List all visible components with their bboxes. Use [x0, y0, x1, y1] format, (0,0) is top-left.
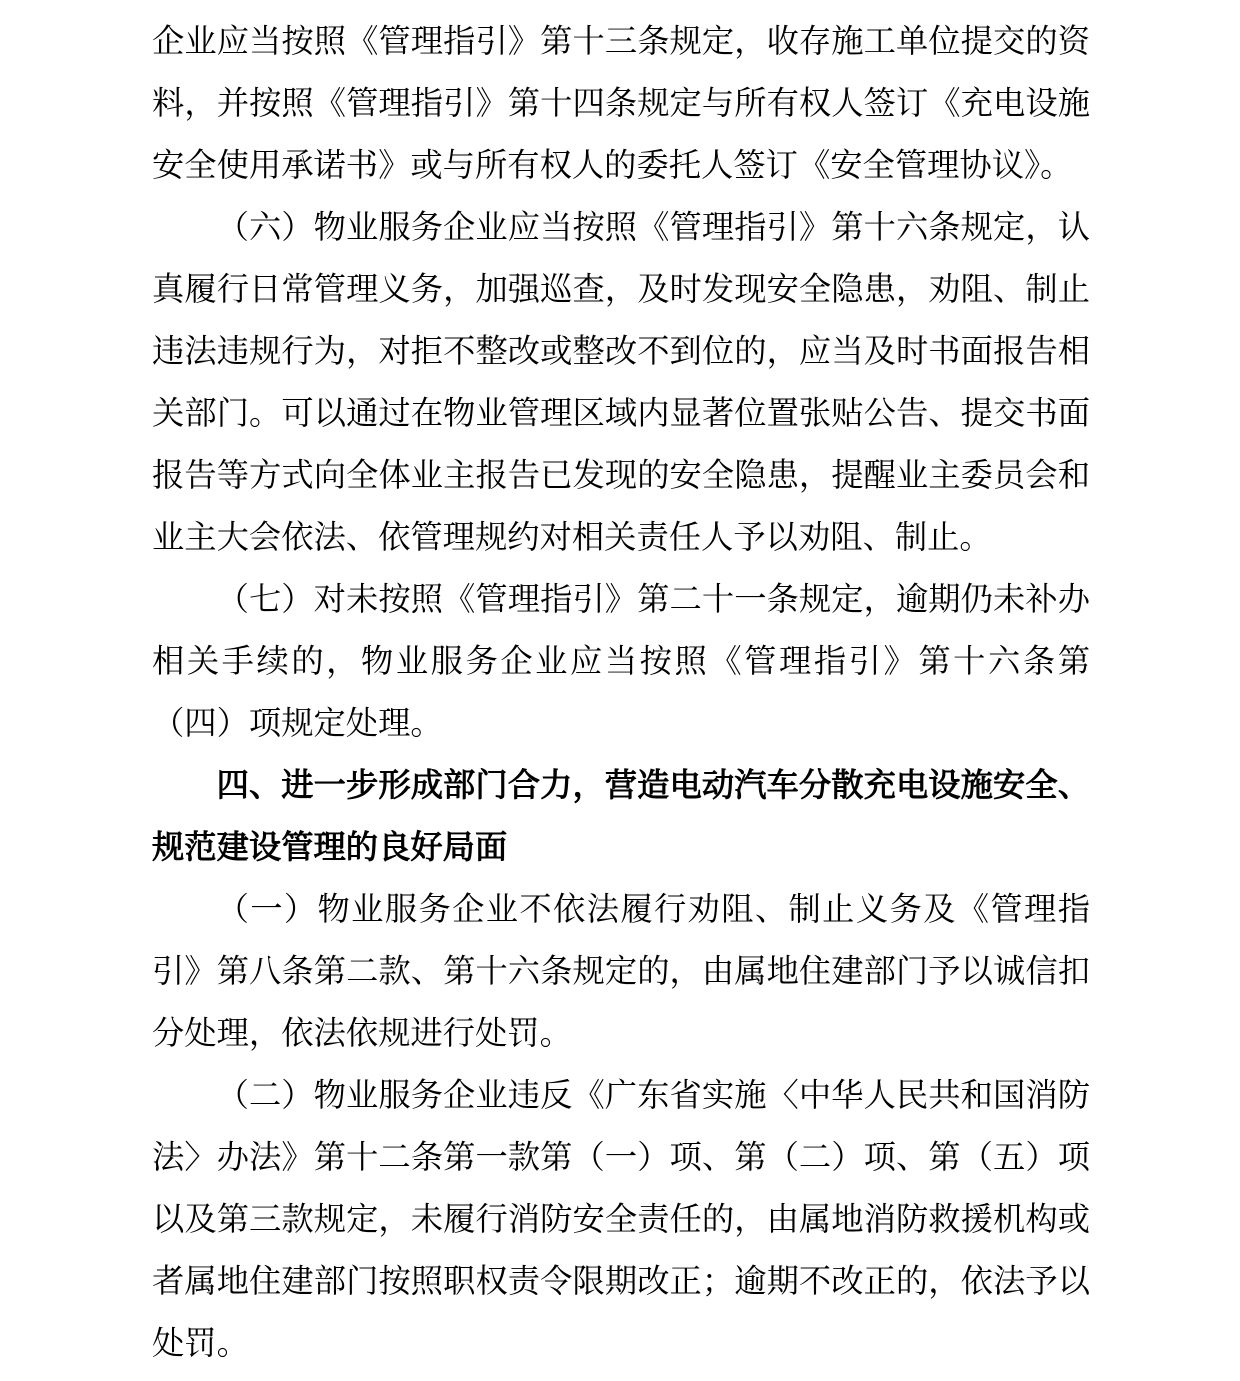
section-heading: 四、进一步形成部门合力，营造电动汽车分散充电设施安全、规范建设管理的良好局面 [152, 767, 1090, 865]
paragraph-continuation: 企业应当按照《管理指引》第十三条规定，收存施工单位提交的资料，并按照《管理指引》第十四条规定与所有权人签订《充电设施安全使用承诺书》或与所有权人的委托人签订《安全管理协议》。 [152, 23, 1090, 183]
paragraph-item-6: （六）物业服务企业应当按照《管理指引》第十六条规定，认真履行日常管理义务，加强巡查，及时发现安全隐患，劝阻、制止违法违规行为，对拒不整改或整改不到位的，应当及时书面报告相关部门。可以通过在物业管理区域内显著位置张贴公告、提交书面报告等方式向全体业主报告已发现的安全隐患，提醒业主委员会和业主大会依法、依管理规约对相关责任人予以劝阻、制止。 [152, 209, 1090, 555]
paragraph-item-1: （一）物业服务企业不依法履行劝阻、制止义务及《管理指引》第八条第二款、第十六条规定的，由属地住建部门予以诚信扣分处理，依法依规进行处罚。 [152, 891, 1090, 1051]
paragraph-item-7: （七）对未按照《管理指引》第二十一条规定，逾期仍未补办相关手续的，物业服务企业应当按照《管理指引》第十六条第（四）项规定处理。 [152, 581, 1090, 741]
paragraph-item-2: （二）物业服务企业违反《广东省实施〈中华人民共和国消防法〉办法》第十二条第一款第（一）项、第（二）项、第（五）项以及第三款规定，未履行消防安全责任的，由属地消防救援机构或者属地住建部门按照职权责令限期改正；逾期不改正的，依法予以处罚。 [152, 1077, 1090, 1361]
